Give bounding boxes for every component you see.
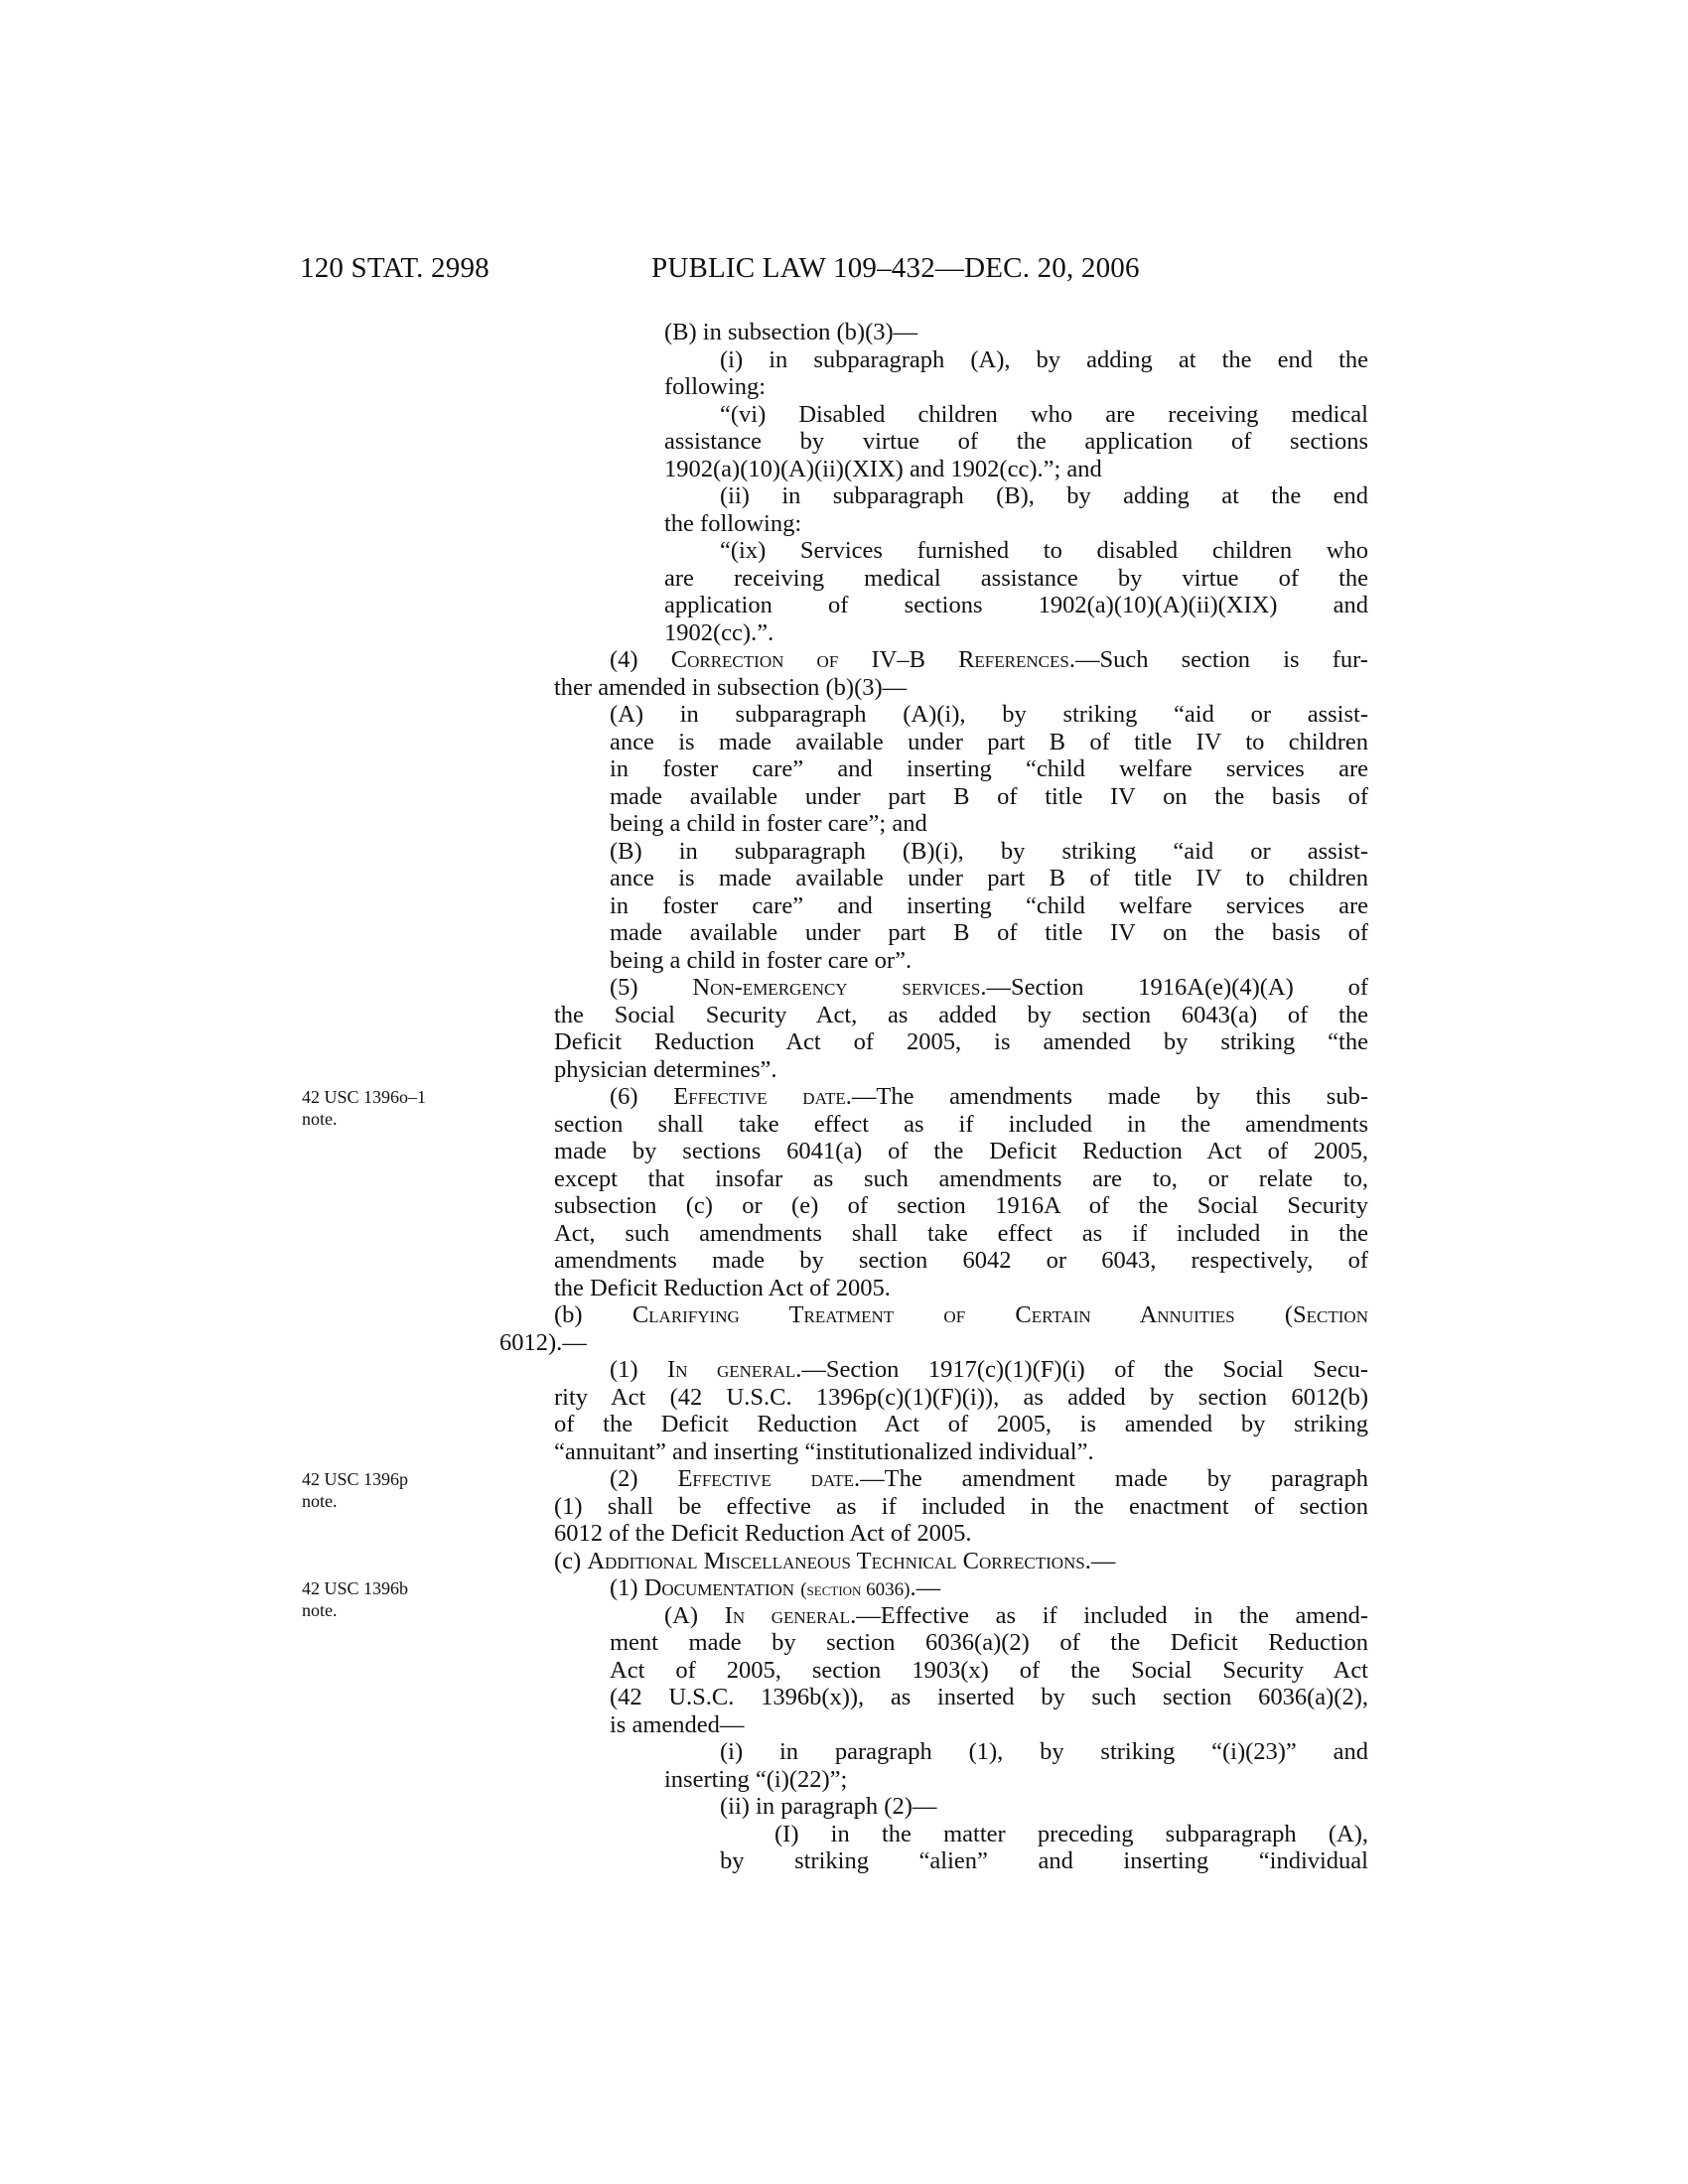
line-text: by striking “alien” and inserting “individual — [720, 1847, 1368, 1874]
line-text: are receiving medical assistance by virtue of the — [664, 564, 1368, 592]
heading-smallcaps-text: Clarifying Treatment of Certain Annuities (Section — [632, 1301, 1368, 1328]
text-line — [610, 729, 1368, 756]
text-line — [720, 346, 1368, 374]
line-text: 6012 of the Deficit Reduction Act of 2005. — [554, 1520, 972, 1547]
heading-smallcaps-text: In general — [667, 1356, 796, 1383]
text-line — [720, 1847, 1368, 1875]
text-line — [499, 1329, 1368, 1357]
text-line — [554, 1192, 1368, 1220]
text-line — [664, 1602, 1368, 1630]
text-line — [664, 319, 1368, 346]
text-line — [610, 1629, 1368, 1657]
text-line — [554, 1548, 1368, 1575]
page-running-title: PUBLIC LAW 109–432—DEC. 20, 2006 — [651, 252, 1140, 284]
heading-smallcaps-text: (section 6036) — [800, 1579, 911, 1600]
line-text: .—Section 1916A(e)(4)(A) of — [980, 974, 1368, 1001]
text-line — [610, 810, 1368, 838]
line-text: rity Act (42 U.S.C. 1396p(c)(1)(F)(i)), as added by section 6012(b) — [554, 1383, 1368, 1411]
text-line — [610, 947, 1368, 975]
line-text: .— — [1084, 1547, 1116, 1574]
line-text: (ii) in subparagraph (B), by adding at the end — [720, 482, 1368, 509]
line-text: amendments made by section 6042 or 6043, respectively, of — [554, 1247, 1368, 1274]
text-line — [610, 1083, 1368, 1111]
line-text: (42 U.S.C. 1396b(x)), as inserted by such section 6036(a)(2), — [610, 1684, 1368, 1710]
line-text: made available under part B of title IV on the basis of — [610, 782, 1368, 810]
line-text: made by sections 6041(a) of the Deficit Reduction Act of 2005, — [554, 1138, 1368, 1164]
text-line — [720, 482, 1368, 510]
line-text: .—Section 1917(c)(1)(F)(i) of the Social Secu- — [795, 1356, 1368, 1383]
text-line — [610, 919, 1368, 947]
line-text: (B) in subparagraph (B)(i), by striking “aid or assist- — [610, 837, 1368, 865]
line-text: being a child in foster care or”. — [610, 946, 913, 974]
margin-note — [302, 1086, 426, 1130]
line-text: (b) — [554, 1301, 633, 1328]
text-line — [554, 1438, 1368, 1466]
line-text: (i) in subparagraph (A), by adding at the end the — [720, 345, 1368, 373]
margin-note — [302, 1577, 408, 1621]
line-text: assistance by virtue of the application of sections — [664, 428, 1368, 455]
text-line — [554, 1138, 1368, 1165]
line-text: ance is made available under part B of title IV to children — [610, 728, 1368, 755]
line-text: (2) — [610, 1465, 678, 1492]
line-text: ment made by section 6036(a)(2) of the Deficit Reduction — [610, 1629, 1368, 1656]
line-text: 1902(a)(10)(A)(ii)(XIX) and 1902(cc).”; and — [664, 455, 1102, 482]
line-text: ther amended in subsection (b)(3)— — [554, 673, 908, 701]
text-line — [720, 537, 1368, 565]
line-text: application of sections 1902(a)(10)(A)(ii)(XIX) and — [664, 592, 1368, 618]
line-text: subsection (c) or (e) of section 1916A of the Social Security — [554, 1192, 1368, 1219]
text-line — [554, 1165, 1368, 1193]
line-text: .—The amendment made by paragraph — [854, 1465, 1368, 1492]
text-line — [610, 646, 1368, 674]
text-line — [610, 974, 1368, 1002]
text-line — [554, 1384, 1368, 1412]
line-text: the Social Security Act, as added by section 6043(a) of the — [554, 1001, 1368, 1028]
line-text: in foster care” and inserting “child welfare services are — [610, 755, 1368, 782]
line-text: .— — [910, 1574, 941, 1601]
margin-note-citation: 42 USC 1396p — [302, 1469, 409, 1489]
line-text: (6) — [610, 1083, 674, 1110]
text-line — [664, 592, 1368, 619]
line-text: (A) in subparagraph (A)(i), by striking “aid or assist- — [610, 701, 1368, 728]
line-text: physician determines”. — [554, 1055, 777, 1083]
margin-note-label: note. — [302, 1109, 338, 1129]
text-line — [554, 1301, 1368, 1329]
text-line — [720, 1738, 1368, 1766]
heading-smallcaps-text: In general — [724, 1601, 851, 1629]
text-line — [664, 456, 1368, 483]
text-line — [664, 1766, 1368, 1794]
margin-note — [302, 1468, 408, 1512]
line-text: 6012).— — [499, 1328, 587, 1356]
heading-smallcaps-text: Additional Miscellaneous Technical Corrections — [587, 1547, 1085, 1574]
line-text: the Deficit Reduction Act of 2005. — [554, 1274, 891, 1301]
text-line — [610, 865, 1368, 892]
text-line — [554, 1002, 1368, 1029]
text-line — [664, 565, 1368, 593]
line-text: (5) — [610, 974, 693, 1001]
text-line — [664, 373, 1368, 401]
page-stat-citation: 120 STAT. 2998 — [300, 252, 490, 284]
text-line — [664, 428, 1368, 456]
text-line — [554, 1247, 1368, 1275]
text-line — [610, 783, 1368, 811]
line-text: is amended— — [610, 1710, 745, 1738]
line-text: except that insofar as such amendments are to, or relate to, — [554, 1164, 1368, 1192]
line-text: .—Effective as if included in the amend- — [850, 1601, 1368, 1629]
heading-smallcaps-text: Non-emergency services — [692, 974, 981, 1001]
line-text: (i) in paragraph (1), by striking “(i)(23)” and — [720, 1738, 1368, 1765]
margin-note-citation: 42 USC 1396b — [302, 1578, 409, 1598]
line-text: (ii) in paragraph (2)— — [720, 1793, 937, 1820]
line-text: 1902(cc).”. — [664, 618, 774, 646]
text-line — [720, 1793, 1368, 1821]
line-text: “(vi) Disabled children who are receiving medical — [720, 400, 1368, 428]
text-line — [554, 1275, 1368, 1302]
text-line — [610, 1356, 1368, 1384]
margin-note-label: note. — [302, 1600, 338, 1620]
heading-smallcaps-text: Effective date — [677, 1465, 855, 1492]
line-text: Deficit Reduction Act of 2005, is amended by striking “the — [554, 1028, 1368, 1055]
line-text: “annuitant” and inserting “institutionalized individual”. — [554, 1437, 1094, 1465]
line-text: .—Such section is fur- — [1068, 646, 1368, 673]
heading-smallcaps-text: Correction of IV–B References — [670, 646, 1069, 673]
text-line — [610, 755, 1368, 783]
text-line — [664, 619, 1368, 647]
text-line — [610, 1684, 1368, 1711]
text-line — [610, 1465, 1368, 1493]
text-line — [554, 1220, 1368, 1248]
text-line — [610, 892, 1368, 920]
line-text: inserting “(i)(22)”; — [664, 1765, 848, 1793]
line-text: in foster care” and inserting “child welfare services are — [610, 891, 1368, 919]
text-line — [610, 701, 1368, 729]
text-line — [610, 1657, 1368, 1685]
line-text: (1) — [610, 1356, 668, 1383]
line-text: (A) — [664, 1601, 725, 1629]
text-line — [554, 1411, 1368, 1438]
line-text: (4) — [610, 646, 671, 673]
heading-smallcaps-text: Documentation — [643, 1574, 801, 1601]
line-text: (1) shall be effective as if included in the enactment of section — [554, 1492, 1368, 1520]
line-text: made available under part B of title IV on the basis of — [610, 919, 1368, 946]
line-text: (c) — [554, 1547, 588, 1574]
line-text: following: — [664, 373, 767, 400]
line-text: .—The amendments made by this sub- — [845, 1083, 1368, 1110]
line-text: (1) — [610, 1574, 644, 1601]
text-line — [610, 1574, 1368, 1602]
line-text: Act of 2005, section 1903(x) of the Social Security Act — [610, 1656, 1368, 1684]
text-line — [774, 1821, 1368, 1848]
line-text: (I) in the matter preceding subparagraph (A), — [774, 1820, 1368, 1847]
text-line — [610, 1711, 1368, 1739]
text-line — [610, 838, 1368, 866]
text-line — [554, 674, 1368, 702]
text-line — [554, 1520, 1368, 1548]
heading-smallcaps-text: Effective date — [673, 1083, 846, 1110]
text-line — [554, 1493, 1368, 1521]
margin-note-citation: 42 USC 1396o–1 — [302, 1087, 427, 1107]
text-line — [554, 1028, 1368, 1056]
line-text: of the Deficit Reduction Act of 2005, is amended by striking — [554, 1411, 1368, 1437]
text-line — [554, 1111, 1368, 1139]
text-line — [720, 401, 1368, 429]
line-text: (B) in subsection (b)(3)— — [664, 319, 918, 345]
margin-note-label: note. — [302, 1491, 338, 1511]
line-text: Act, such amendments shall take effect as if included in the — [554, 1219, 1368, 1247]
line-text: “(ix) Services furnished to disabled children who — [720, 537, 1368, 564]
line-text: being a child in foster care”; and — [610, 810, 927, 837]
text-line — [554, 1056, 1368, 1084]
line-text: the following: — [664, 509, 802, 537]
text-line — [664, 510, 1368, 538]
line-text: ance is made available under part B of title IV to children — [610, 865, 1368, 891]
line-text: section shall take effect as if included in the amendments — [554, 1110, 1368, 1138]
